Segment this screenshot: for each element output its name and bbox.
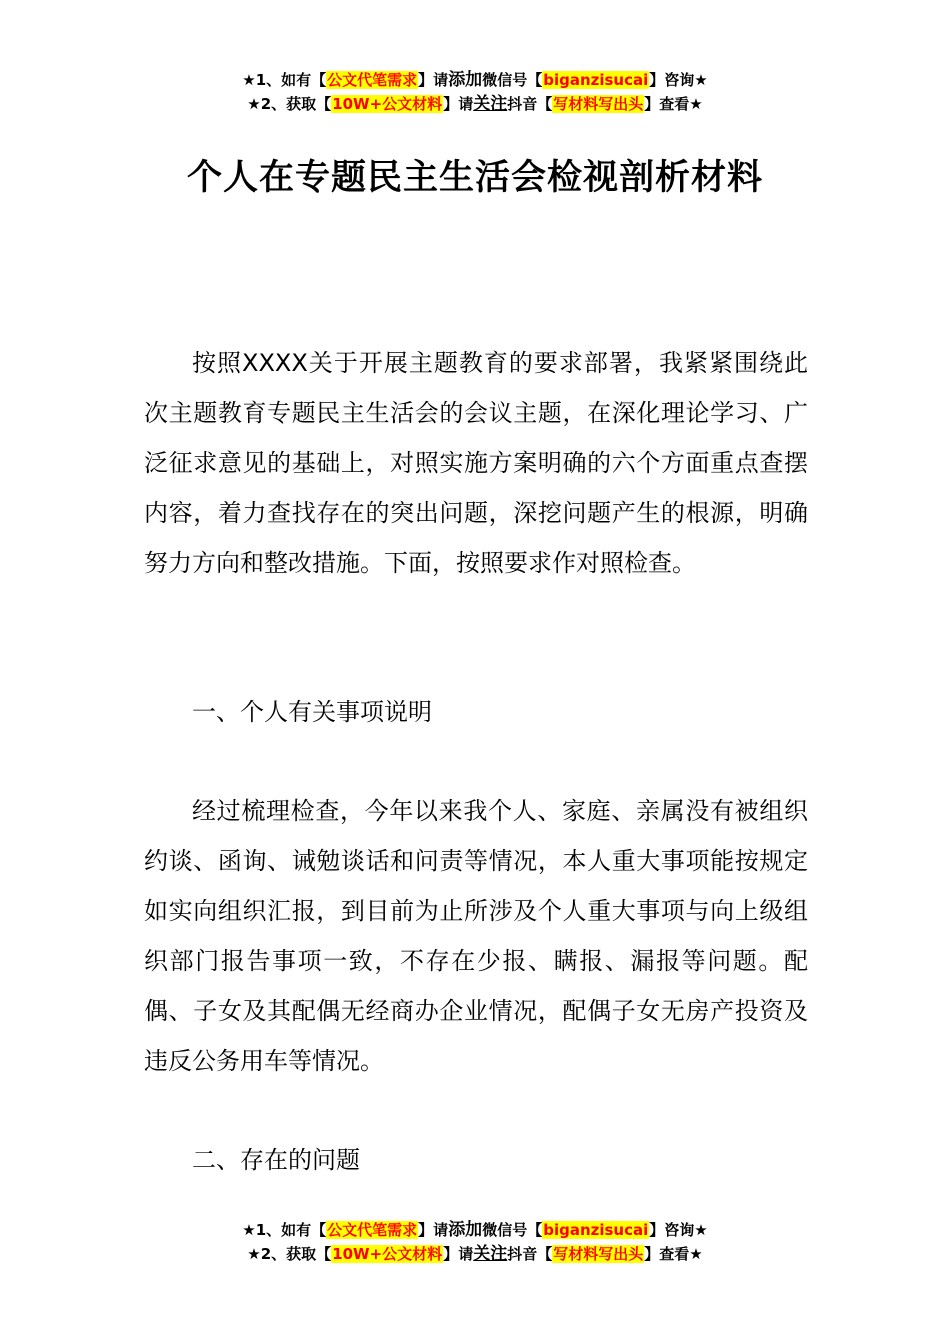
promo-line-1: ★1、如有【公文代笔需求】请添加微信号【biganzisucai】咨询★ (242, 1220, 708, 1240)
header-promo-banner (0, 68, 950, 116)
section-1-heading: 一、个人有关事项说明 (192, 698, 432, 726)
highlight-materials: 10W+公文材料 (332, 95, 443, 113)
highlight-douyin-account: 写材料写出头 (553, 1245, 644, 1263)
intro-paragraph: 按照XXXX关于开展主题教育的要求部署，我紧紧围绕此次主题教育专题民主生活会的会议主题，在深化理论学习、广泛征求意见的基础上，对照实施方案明确的六个方面重点查摆内容，着力查找存在的突出问题，深挖问题产生的根源，明确努力方向和整改措施。下面，按照要求作对照检查。 (144, 349, 808, 577)
footer-promo-banner (0, 1218, 950, 1266)
highlight-materials: 10W+公文材料 (332, 1245, 443, 1263)
highlight-wechat-id: biganzisucai (543, 1221, 649, 1239)
highlight-service: 公文代笔需求 (327, 1221, 418, 1239)
promo-line-2: ★2、获取【10W+公文材料】请关注抖音【写材料写出头】查看★ (247, 94, 703, 114)
highlight-douyin-account: 写材料写出头 (553, 95, 644, 113)
promo-line-2: ★2、获取【10W+公文材料】请关注抖音【写材料写出头】查看★ (247, 1244, 703, 1264)
promo-line-1: ★1、如有【公文代笔需求】请添加微信号【biganzisucai】咨询★ (242, 70, 708, 90)
highlight-wechat-id: biganzisucai (543, 71, 649, 89)
section-2-heading: 二、存在的问题 (192, 1146, 360, 1174)
highlight-service: 公文代笔需求 (327, 71, 418, 89)
section-1-paragraph: 经过梳理检查，今年以来我个人、家庭、亲属没有被组织约谈、函询、诫勉谈话和问责等情况，本人重大事项能按规定如实向组织汇报，到目前为止所涉及个人重大事项与向上级组织部门报告事项一致，不存在少报、瞒报、漏报等问题。配偶、子女及其配偶无经商办企业情况，配偶子女无房产投资及违反公务用车等情况。 (144, 797, 808, 1075)
document-title: 个人在专题民主生活会检视剖析材料 (186, 158, 763, 198)
